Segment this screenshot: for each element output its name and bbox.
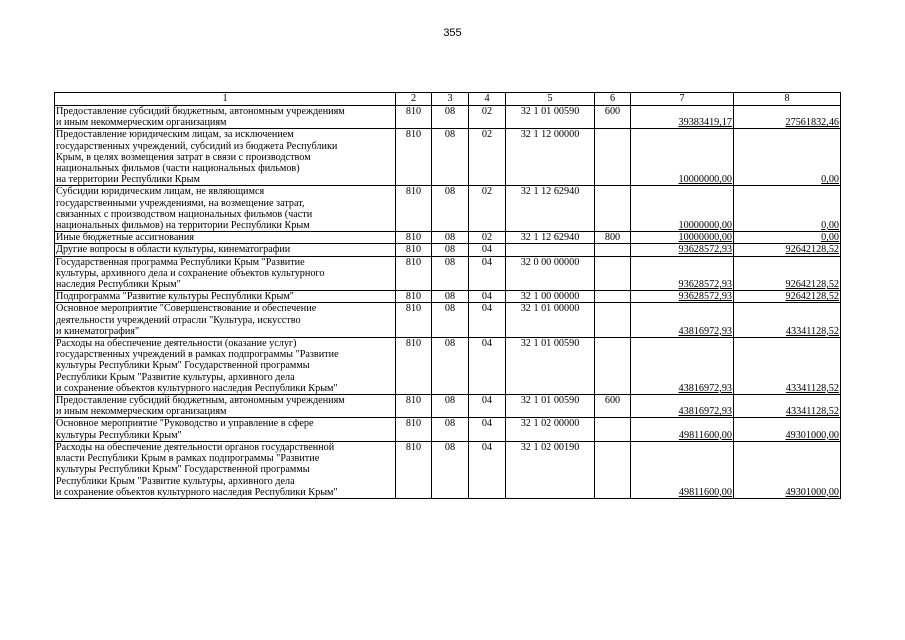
amount-value: 93628572,93 <box>678 291 732 303</box>
table-row <box>55 186 841 232</box>
table-row <box>55 256 841 291</box>
row-code-2-cell: 810 <box>396 303 432 338</box>
row-code-3-cell: 08 <box>432 338 469 395</box>
amount-value: 49301000,00 <box>785 429 839 441</box>
row-code-6-cell <box>595 186 631 232</box>
header-cell-5: 5 <box>506 93 595 106</box>
row-code-6-cell <box>595 441 631 498</box>
row-code-3-cell: 08 <box>432 129 469 186</box>
row-code-6-cell: 600 <box>595 106 631 129</box>
row-code-6-cell <box>595 291 631 303</box>
row-amount-8-cell <box>734 129 841 186</box>
row-code-3-cell: 08 <box>432 418 469 441</box>
row-amount-8-cell <box>734 244 841 256</box>
row-amount-8-cell <box>734 441 841 498</box>
row-code-4-cell: 04 <box>469 256 506 291</box>
row-code-6-cell <box>595 303 631 338</box>
row-amount-7-cell <box>631 441 734 498</box>
header-cell-3: 3 <box>432 93 469 106</box>
row-code-6-cell <box>595 418 631 441</box>
row-code-3-cell: 08 <box>432 395 469 418</box>
row-amount-7-cell <box>631 232 734 244</box>
row-amount-7-cell <box>631 338 734 395</box>
row-code-5-cell: 32 1 12 62940 <box>506 232 595 244</box>
table-row <box>55 441 841 498</box>
row-code-6-cell: 600 <box>595 395 631 418</box>
row-name-cell: Субсидии юридическим лицам, не являющимся государственными учреждениями, на возмещение затрат, связанных с производством национальных фильмов (части национальных фильмов) на территории Республики Крым <box>55 186 396 232</box>
row-amount-8-cell <box>734 395 841 418</box>
row-amount-8-cell <box>734 291 841 303</box>
row-name-cell: Расходы на обеспечение деятельности (оказание услуг) государственных учреждений в рамках подпрограммы "Развитие культуры Республики Крым" Государственной программы Республики Крым "Развитие культуры, архивного дела и сохранение объектов культурного наследия Республики Крым" <box>55 338 396 395</box>
header-cell-7: 7 <box>631 93 734 106</box>
row-code-4-cell: 02 <box>469 106 506 129</box>
row-code-4-cell: 02 <box>469 232 506 244</box>
row-code-5-cell: 32 1 01 00590 <box>506 106 595 129</box>
row-amount-7-cell <box>631 303 734 338</box>
table-row <box>55 418 841 441</box>
row-amount-7-cell <box>631 106 734 129</box>
amount-value: 93628572,93 <box>678 244 732 256</box>
row-amount-8-cell <box>734 256 841 291</box>
amount-value: 43816972,93 <box>678 406 732 418</box>
table-row <box>55 303 841 338</box>
row-name-cell: Иные бюджетные ассигнования <box>55 232 396 244</box>
row-code-2-cell: 810 <box>396 244 432 256</box>
row-amount-7-cell <box>631 418 734 441</box>
row-code-4-cell: 04 <box>469 338 506 395</box>
row-amount-7-cell <box>631 244 734 256</box>
row-code-5-cell: 32 1 02 00000 <box>506 418 595 441</box>
budget-table <box>54 92 841 499</box>
amount-value: 0,00 <box>821 220 839 232</box>
row-code-4-cell: 04 <box>469 441 506 498</box>
row-code-3-cell: 08 <box>432 232 469 244</box>
row-code-4-cell: 04 <box>469 303 506 338</box>
amount-value: 43816972,93 <box>678 325 732 337</box>
row-name-cell: Государственная программа Республики Крым "Развитие культуры, архивного дела и сохранение объектов культурного наследия Республики Крым" <box>55 256 396 291</box>
table-row <box>55 129 841 186</box>
amount-value: 10000000,00 <box>678 174 732 186</box>
row-code-5-cell: 32 1 01 00590 <box>506 338 595 395</box>
row-name-cell: Основное мероприятие "Совершенствование и обеспечение деятельности учреждений отрасли "Культура, искусство и кинематография" <box>55 303 396 338</box>
row-code-3-cell: 08 <box>432 291 469 303</box>
amount-value: 43341128,52 <box>785 325 839 337</box>
row-name-cell: Основное мероприятие "Руководство и управление в сфере культуры Республики Крым" <box>55 418 396 441</box>
header-cell-8: 8 <box>734 93 841 106</box>
amount-value: 92642128,52 <box>785 244 839 256</box>
row-code-2-cell: 810 <box>396 441 432 498</box>
row-code-6-cell: 800 <box>595 232 631 244</box>
row-code-5-cell: 32 1 12 00000 <box>506 129 595 186</box>
amount-value: 49301000,00 <box>785 486 839 498</box>
table-row <box>55 106 841 129</box>
row-amount-7-cell <box>631 291 734 303</box>
amount-value: 43341128,52 <box>785 382 839 394</box>
row-code-2-cell: 810 <box>396 395 432 418</box>
table-row <box>55 244 841 256</box>
row-name-cell: Предоставление юридическим лицам, за исключением государственных учреждений, субсидий из бюджета Республики Крым, в целях возмещения затрат в связи с производством национальных фильмов (части национальных фильмов) на территории Республики Крым <box>55 129 396 186</box>
row-amount-7-cell <box>631 395 734 418</box>
amount-value: 43816972,93 <box>678 382 732 394</box>
table-body <box>55 93 841 499</box>
row-code-6-cell <box>595 244 631 256</box>
row-name-cell: Предоставление субсидий бюджетным, автономным учреждениям и иным некоммерческим организациям <box>55 395 396 418</box>
row-code-2-cell: 810 <box>396 256 432 291</box>
row-code-5-cell: 32 1 01 00000 <box>506 303 595 338</box>
row-amount-8-cell <box>734 232 841 244</box>
amount-value: 93628572,93 <box>678 279 732 291</box>
row-code-3-cell: 08 <box>432 186 469 232</box>
row-code-3-cell: 08 <box>432 106 469 129</box>
header-cell-2: 2 <box>396 93 432 106</box>
row-code-4-cell: 02 <box>469 186 506 232</box>
amount-value: 27561832,46 <box>785 117 839 129</box>
row-code-2-cell: 810 <box>396 106 432 129</box>
row-code-2-cell: 810 <box>396 186 432 232</box>
row-name-cell: Другие вопросы в области культуры, кинематографии <box>55 244 396 256</box>
row-code-2-cell: 810 <box>396 418 432 441</box>
row-code-3-cell: 08 <box>432 256 469 291</box>
amount-value: 0,00 <box>821 232 839 244</box>
row-amount-8-cell <box>734 186 841 232</box>
row-code-2-cell: 810 <box>396 232 432 244</box>
row-amount-8-cell <box>734 303 841 338</box>
row-code-4-cell: 04 <box>469 291 506 303</box>
row-amount-7-cell <box>631 186 734 232</box>
row-code-5-cell: 32 1 00 00000 <box>506 291 595 303</box>
row-name-cell: Расходы на обеспечение деятельности органов государственной власти Республики Крым в рамках подпрограммы "Развитие культуры Республики Крым" Государственной программы Республики Крым "Развитие культуры, архивного дела и сохранение объектов культурного наследия Республики Крым" <box>55 441 396 498</box>
row-amount-8-cell <box>734 106 841 129</box>
row-code-5-cell: 32 0 00 00000 <box>506 256 595 291</box>
row-code-6-cell <box>595 129 631 186</box>
table-row <box>55 395 841 418</box>
row-code-5-cell <box>506 244 595 256</box>
table-row <box>55 232 841 244</box>
amount-value: 92642128,52 <box>785 291 839 303</box>
amount-value: 49811600,00 <box>678 486 732 498</box>
header-cell-4: 4 <box>469 93 506 106</box>
amount-value: 43341128,52 <box>785 406 839 418</box>
amount-value: 10000000,00 <box>678 232 732 244</box>
header-cell-6: 6 <box>595 93 631 106</box>
amount-value: 92642128,52 <box>785 279 839 291</box>
table-row <box>55 291 841 303</box>
page-number: 355 <box>443 27 462 39</box>
row-code-4-cell: 04 <box>469 244 506 256</box>
table-header-row <box>55 93 841 106</box>
row-code-6-cell <box>595 256 631 291</box>
row-code-3-cell: 08 <box>432 303 469 338</box>
row-code-2-cell: 810 <box>396 291 432 303</box>
row-code-4-cell: 04 <box>469 418 506 441</box>
row-code-2-cell: 810 <box>396 338 432 395</box>
row-amount-7-cell <box>631 129 734 186</box>
table-row <box>55 338 841 395</box>
amount-value: 39383419,17 <box>678 117 732 129</box>
row-code-4-cell: 02 <box>469 129 506 186</box>
row-code-6-cell <box>595 338 631 395</box>
row-code-5-cell: 32 1 01 00590 <box>506 395 595 418</box>
row-name-cell: Подпрограмма "Развитие культуры Республики Крым" <box>55 291 396 303</box>
row-code-3-cell: 08 <box>432 441 469 498</box>
header-cell-1: 1 <box>55 93 396 106</box>
row-amount-8-cell <box>734 418 841 441</box>
row-code-4-cell: 04 <box>469 395 506 418</box>
row-amount-7-cell <box>631 256 734 291</box>
row-amount-8-cell <box>734 338 841 395</box>
amount-value: 0,00 <box>821 174 839 186</box>
amount-value: 49811600,00 <box>678 429 732 441</box>
row-code-3-cell: 08 <box>432 244 469 256</box>
row-code-2-cell: 810 <box>396 129 432 186</box>
amount-value: 10000000,00 <box>678 220 732 232</box>
row-code-5-cell: 32 1 12 62940 <box>506 186 595 232</box>
row-code-5-cell: 32 1 02 00190 <box>506 441 595 498</box>
row-name-cell: Предоставление субсидий бюджетным, автономным учреждениям и иным некоммерческим организациям <box>55 106 396 129</box>
